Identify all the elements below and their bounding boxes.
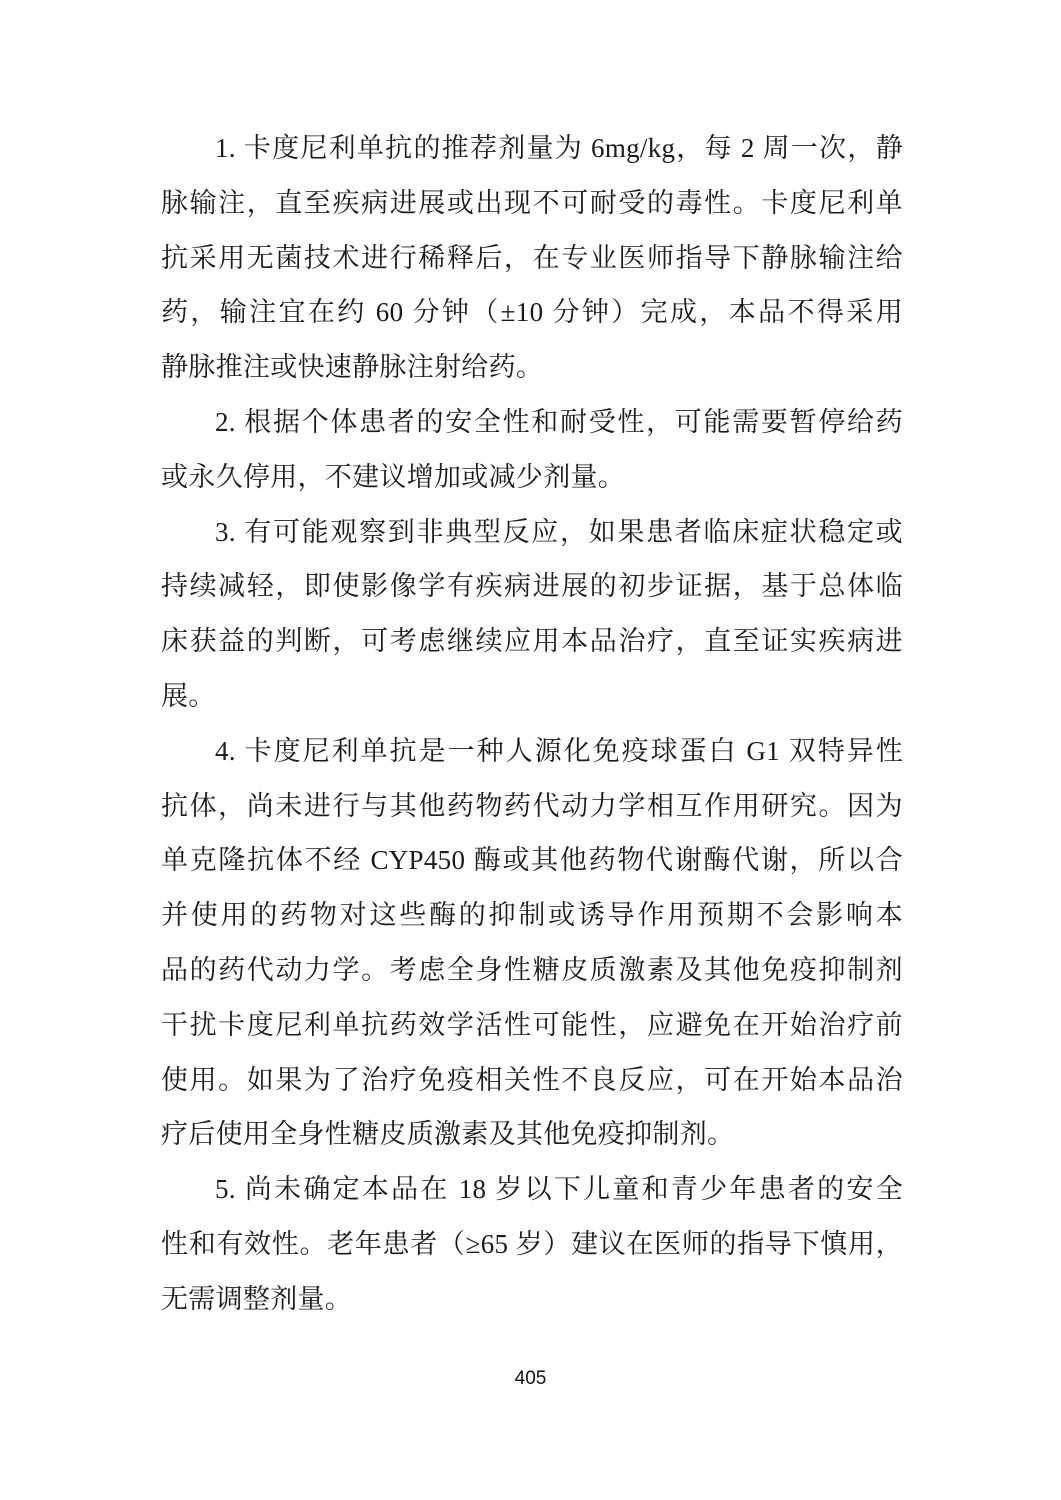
text-line: 1. 卡度尼利单抗的推荐剂量为 6mg/kg，每 2 周一次，静 (215, 133, 903, 163)
text-line: 疗后使用全身性糖皮质激素及其他免疫抑制剂。 (161, 1119, 735, 1150)
text-line: 使用。如果为了治疗免疫相关性不良反应，可在开始本品治 (161, 1064, 903, 1095)
paragraph (161, 724, 903, 1162)
text-line: 3. 有可能观察到非典型反应，如果患者临床症状稳定或 (215, 516, 903, 547)
paragraph (161, 121, 903, 395)
text-line: 干扰卡度尼利单抗药效学活性可能性，应避免在开始治疗前 (161, 1009, 903, 1040)
text-line: 品的药代动力学。考虑全身性糖皮质激素及其他免疫抑制剂 (161, 954, 903, 985)
text-line: 或永久停用，不建议增加或减少剂量。 (161, 461, 626, 492)
text-line: 性和有效性。老年患者（≥65 岁）建议在医师的指导下慎用， (161, 1228, 903, 1259)
text-line: 持续减轻，即使影像学有疾病进展的初步证据，基于总体临 (161, 571, 903, 602)
text-line: 药，输注宜在约 60 分钟（±10 分钟）完成，本品不得采用 (161, 297, 903, 328)
text-line: 4. 卡度尼利单抗是一种人源化免疫球蛋白 G1 双特异性 (215, 735, 903, 766)
text-line: 2. 根据个体患者的安全性和耐受性，可能需要暂停给药 (215, 406, 903, 437)
text-line: 脉输注，直至疾病进展或出现不可耐受的毒性。卡度尼利单 (161, 187, 903, 218)
paragraph (161, 395, 903, 505)
text-line: 抗采用无菌技术进行稀释后，在专业医师指导下静脉输注给 (161, 242, 903, 273)
document-body (161, 121, 903, 1327)
page-footer (0, 1368, 1061, 1390)
text-line: 床获益的判断，可考虑继续应用本品治疗，直至证实疾病进 (161, 626, 903, 657)
text-line: 5. 尚未确定本品在 18 岁以下儿童和青少年患者的安全 (215, 1174, 903, 1205)
text-line: 并使用的药物对这些酶的抑制或诱导作用预期不会影响本 (161, 900, 903, 931)
text-line: 无需调整剂量。 (161, 1283, 353, 1314)
text-line: 抗体，尚未进行与其他药物药代动力学相互作用研究。因为 (161, 790, 903, 821)
text-line: 单克隆抗体不经 CYP450 酶或其他药物代谢酶代谢，所以合 (161, 845, 903, 876)
paragraph (161, 1162, 903, 1326)
text-line: 展。 (161, 680, 216, 711)
paragraph (161, 505, 903, 724)
page-number: 405 (514, 1368, 547, 1389)
text-line: 静脉推注或快速静脉注射给药。 (161, 352, 544, 383)
